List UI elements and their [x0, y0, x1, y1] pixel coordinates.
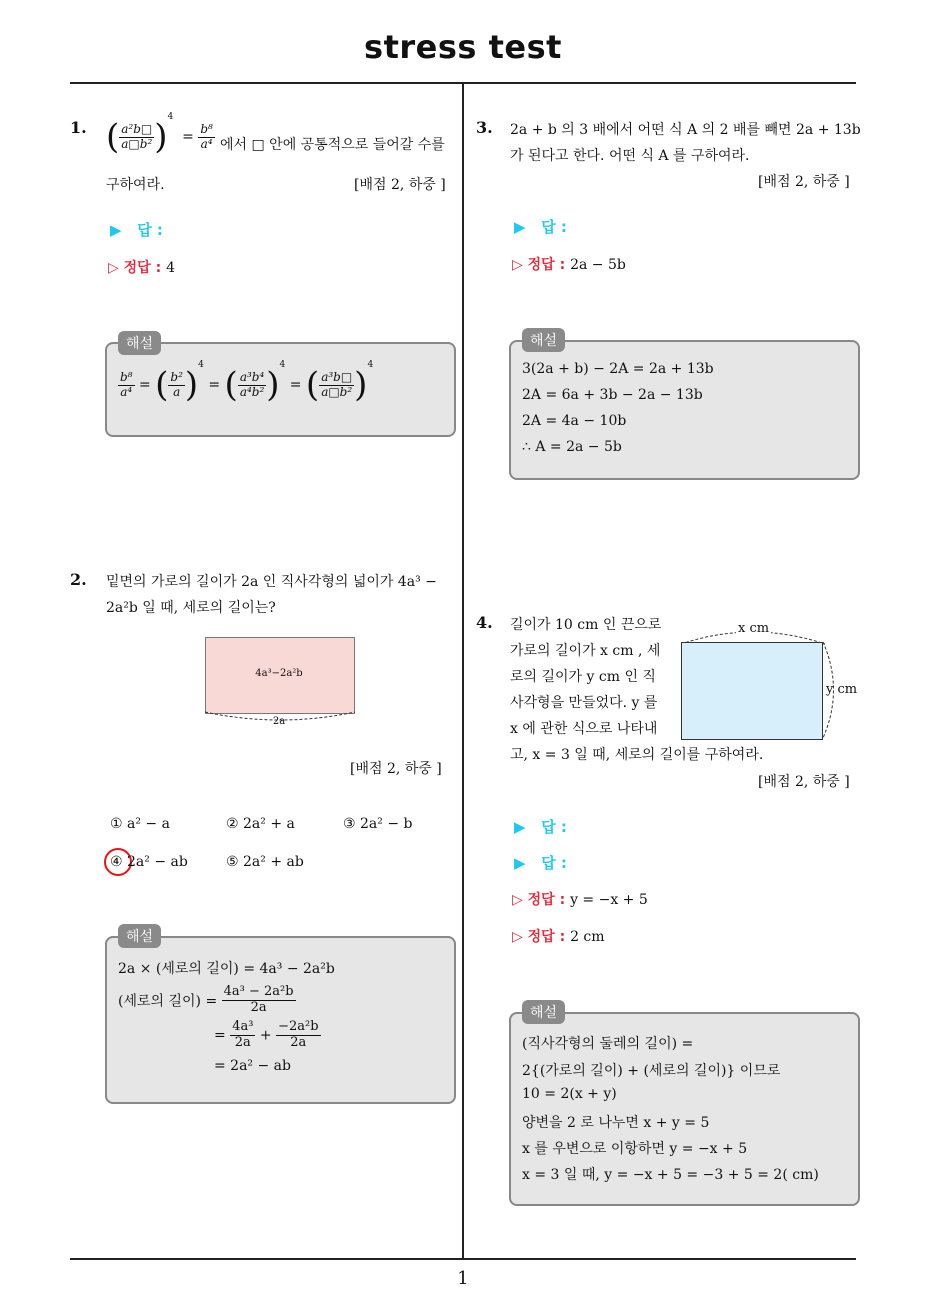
play-icon: ▶: [514, 218, 526, 236]
sol1-frac2-den: a: [173, 384, 181, 399]
triangle-outline-icon: ▷: [512, 929, 523, 945]
q1-score: [배점 2, 하중 ]: [354, 177, 446, 193]
q2-score: [배점 2, 하중 ]: [350, 761, 442, 777]
q4-score: [배점 2, 하중 ]: [758, 774, 850, 790]
q3-sol-line-3: 2A = 4a − 10b: [522, 413, 627, 429]
q4-text-6: 고, x = 3 일 때, 세로의 길이를 구하여라.: [510, 747, 764, 763]
play-icon: ▶: [110, 221, 122, 239]
q4-answer-label-2: 답 :: [541, 854, 567, 872]
q2-solution-tag: 해설: [118, 924, 161, 948]
q1-rhs-numerator: b⁸: [200, 121, 213, 136]
q2-number: 2.: [70, 570, 87, 589]
q4-correct-label-1: 정답 :: [527, 892, 566, 908]
q3-correct-value: 2a − 5b: [570, 257, 626, 273]
q2-sol-line3a-den: 2a: [234, 1034, 251, 1050]
q4-x-label: x cm: [738, 621, 770, 636]
q2-sol-line3b-num: −2a²b: [278, 1019, 319, 1034]
q4-rectangle-figure: [681, 642, 823, 740]
q1-stem-formula: ( $\frac{\text{a²b□}}{\text{a□b²}}$ )$^4$ = $\frac{\text{b⁸}}{\text{a⁴}}$: [106, 112, 213, 157]
play-icon: ▶: [514, 854, 526, 872]
q4-sol-line-3: 10 = 2(x + y): [522, 1086, 617, 1102]
q3-text-1: 2a + b 의 3 배에서 어떤 식 A 의 2 배를 빼면 2a + 13b: [510, 122, 861, 138]
q3-answer-row: [514, 216, 567, 237]
q4-answer-label-1: 답 :: [541, 818, 567, 836]
q2-text-1: 밑면의 가로의 길이가 2a 인 직사각형의 넓이가 4a³ −: [106, 574, 437, 590]
q1-text-1: 에서 □ 안에 공통적으로 들어갈 수를: [220, 137, 445, 153]
q3-text-2: 가 된다고 한다. 어떤 식 A 를 구하여라.: [510, 148, 750, 164]
q2-sol-line3b-den: 2a: [290, 1034, 307, 1050]
q1-answer-row: [110, 219, 163, 240]
q2-sol-line2-num: 4a³ − 2a²b: [223, 984, 294, 999]
q1-answer-label: 답 :: [137, 221, 163, 239]
sol1-exp2: 4: [279, 360, 286, 370]
q3-solution-tag: 해설: [522, 328, 565, 352]
sol1-frac4-num: a³b□: [321, 369, 353, 384]
q1-correct-row: [108, 257, 175, 277]
q3-sol-line-1: 3(2a + b) − 2A = 2a + 13b: [522, 361, 714, 377]
q4-correct-value-1: y = −x + 5: [570, 892, 648, 908]
q4-solution-tag: 해설: [522, 1000, 565, 1024]
q2-sol-line3a-num: 4a³: [232, 1019, 254, 1034]
page-title: stress test: [364, 28, 562, 66]
q2-sol-line-3: = $\frac{\text{4a³}}{2a}$ + $\frac{\text{−2a²b}}{2a}$: [214, 1019, 319, 1050]
q2-choice-2[interactable]: ② 2a² + a: [226, 816, 295, 832]
q3-correct-label: 정답 :: [527, 257, 566, 273]
q1-correct-value: 4: [166, 260, 175, 276]
q2-sol-line-4: = 2a² − ab: [214, 1058, 291, 1074]
q1-lhs-denominator: a□b²: [121, 136, 153, 151]
q1-text-2: 구하여라.: [106, 177, 165, 193]
q2-choice-1[interactable]: ① a² − a: [110, 816, 170, 832]
q4-sol-line-6: x = 3 일 때, y = −x + 5 = −3 + 5 = 2( cm): [522, 1167, 819, 1183]
q1-number: 1.: [70, 118, 87, 137]
q1-exponent: 4: [167, 112, 174, 122]
footer-rule: [70, 1258, 856, 1260]
play-icon: ▶: [514, 818, 526, 836]
sol1-frac3-den: a⁴b²: [239, 384, 265, 399]
sol1-frac3-num: a³b⁴: [239, 369, 265, 384]
q4-text-2: 가로의 길이가 x cm , 세: [510, 643, 661, 659]
q2-choice-3[interactable]: ③ 2a² − b: [343, 816, 413, 832]
triangle-outline-icon: ▷: [108, 260, 119, 276]
column-divider: [462, 83, 464, 1259]
q3-sol-line-4: ∴ A = 2a − 5b: [522, 439, 622, 455]
sol1-frac2-num: b²: [170, 369, 183, 384]
q3-sol-line-2: 2A = 6a + 3b − 2a − 13b: [522, 387, 703, 403]
q4-sol-line-4: 양변을 2 로 나누면 x + y = 5: [522, 1115, 710, 1131]
q2-rect-label: 4a³−2a²b: [255, 668, 303, 679]
sol1-exp3: 4: [367, 360, 374, 370]
q4-y-label: y cm: [826, 682, 858, 697]
page-number: 1: [457, 1268, 469, 1289]
q1-solution-tag: 해설: [118, 331, 161, 355]
q4-text-1: 길이가 10 cm 인 끈으로: [510, 617, 662, 633]
q3-answer-label: 답 :: [541, 218, 567, 236]
q2-sol-line-1: 2a × (세로의 길이) = 4a³ − 2a²b: [118, 961, 335, 977]
q4-sol-line-5: x 를 우변으로 이항하면 y = −x + 5: [522, 1141, 748, 1157]
q4-answer-row-2: [514, 852, 567, 873]
sol1-frac1-num: b⁸: [120, 369, 133, 384]
q2-sol-line2-lhs: (세로의 길이) =: [118, 993, 218, 1010]
q4-correct-row-1: [512, 889, 648, 909]
q4-sol-line-2: 2{(가로의 길이) + (세로의 길이)} 이므로: [522, 1063, 781, 1079]
q1-lhs-numerator: a²b□: [121, 121, 153, 136]
q4-answer-row-1: [514, 816, 567, 837]
sol1-exp1: 4: [198, 360, 204, 370]
q4-correct-label-2: 정답 :: [527, 929, 566, 945]
sol1-frac4-den: a□b²: [321, 384, 353, 399]
q3-score: [배점 2, 하중 ]: [758, 174, 850, 190]
q1-correct-label: 정답 :: [123, 260, 162, 276]
q2-choice-5[interactable]: ⑤ 2a² + ab: [226, 854, 304, 870]
q2-sol-line2-den: 2a: [250, 999, 267, 1015]
triangle-outline-icon: ▷: [512, 892, 523, 908]
q4-correct-row-2: [512, 926, 605, 946]
q2-text-2: 2a²b 일 때, 세로의 길이는?: [106, 600, 276, 616]
q2-choice-4[interactable]: ④ 2a² − ab: [110, 854, 188, 870]
q2-sol-line-2: [118, 985, 296, 1016]
triangle-outline-icon: ▷: [512, 257, 523, 273]
q1-rhs-denominator: a⁴: [200, 136, 213, 151]
q2-width-label: 2a: [272, 716, 286, 727]
q1-solution-formula: $\frac{\text{b⁸}}{\text{a⁴}}$ = ( $\frac{\text{b²}}{a}$ )$^4$ = ( $\frac{\text{a³b⁴}}{\text{a⁴b²}}$ )$^4$ = ( $\frac{\text{a³b□}}{\text{a□b²}}$ )$^4$: [120, 360, 374, 405]
q4-number: 4.: [476, 613, 493, 632]
q4-text-4: 사각형을 만들었다. y 를: [510, 695, 658, 711]
q4-text-5: x 에 관한 식으로 나타내: [510, 721, 658, 737]
sol1-frac1-den: a⁴: [120, 384, 133, 399]
q3-correct-row: [512, 254, 626, 274]
q3-number: 3.: [476, 118, 493, 137]
q4-text-3: 로의 길이가 y cm 인 직: [510, 669, 656, 685]
q4-sol-line-1: (직사각형의 둘레의 길이) =: [522, 1036, 694, 1052]
q4-correct-value-2: 2 cm: [570, 929, 605, 945]
